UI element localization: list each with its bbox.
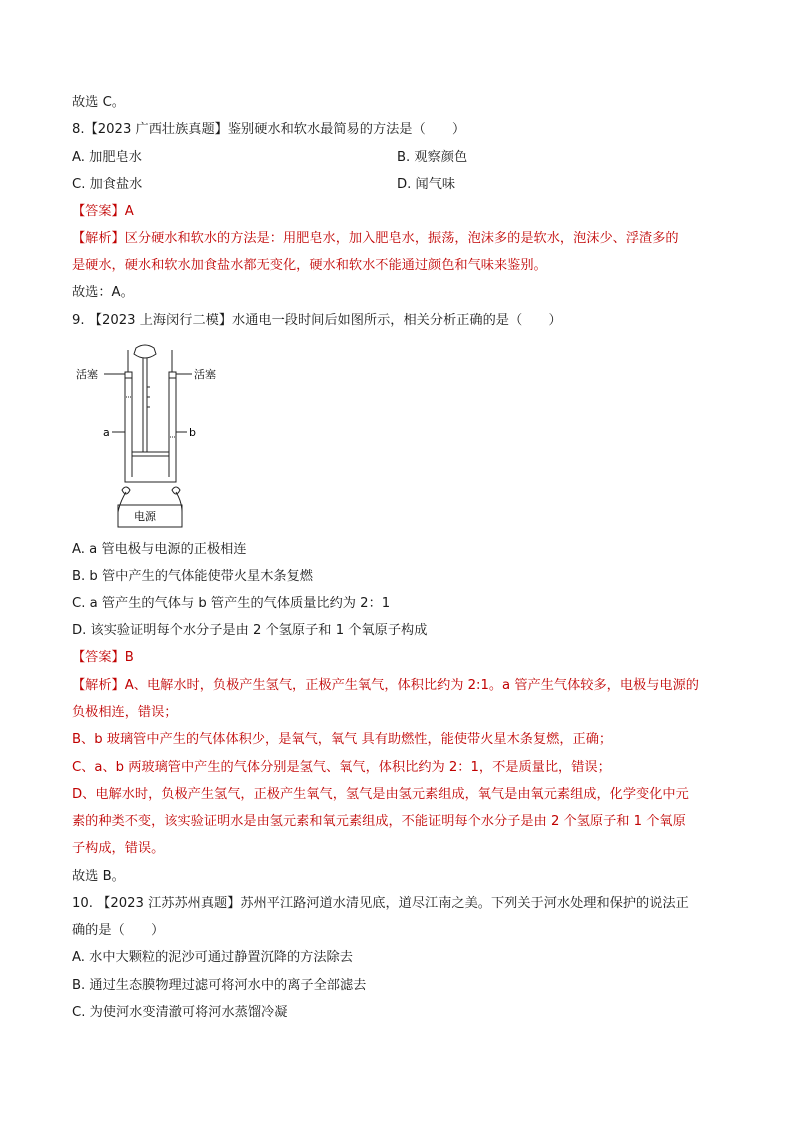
option-b: B. 观察颜色 bbox=[397, 150, 468, 165]
option-c: C. a 管产生的气体与 b 管产生的气体质量比约为 2：1 bbox=[72, 596, 391, 611]
tube-a-label: a bbox=[103, 426, 110, 439]
question-10-line-2: 确的是（ ） bbox=[72, 923, 165, 938]
explanation-9-line-7: 子构成，错误。 bbox=[72, 841, 165, 856]
explanation-9-line-6: 素的种类不变，该实验证明水是由氢元素和氧元素组成，不能证明每个水分子是由 2 个氢原子和 1 个氧原 bbox=[72, 814, 686, 829]
power-supply-label: 电源 bbox=[134, 510, 156, 523]
selection-9: 故选 B。 bbox=[72, 869, 125, 884]
tube-b-label: b bbox=[189, 426, 196, 439]
left-stopcock-label: 活塞 bbox=[76, 368, 98, 381]
answer-9: 【答案】B bbox=[72, 650, 134, 665]
explanation-9-line-4: C、a、b 两玻璃管中产生的气体分别是氢气、氧气，体积比约为 2：1，不是质量比，错误； bbox=[72, 760, 611, 775]
electrolysis-apparatus-figure bbox=[70, 342, 230, 532]
selection-8: 故选：A。 bbox=[72, 285, 134, 300]
question-8: 8.【2023 广西壮族真题】鉴别硬水和软水最简易的方法是（ ） bbox=[72, 122, 466, 137]
answer-8: 【答案】A bbox=[72, 204, 134, 219]
explanation-8-line-1: 【解析】区分硬水和软水的方法是：用肥皂水，加入肥皂水，振荡，泡沫多的是软水，泡沫少、浮渣多的 bbox=[72, 231, 679, 246]
explanation-9-line-1: 【解析】A、电解水时，负极产生氢气，正极产生氧气，体积比约为 2:1。a 管产生气体较多，电极与电源的 bbox=[72, 678, 699, 693]
question-10-line-1: 10. 【2023 江苏苏州真题】苏州平江路河道水清见底，道尽江南之美。下列关于河水处理和保护的说法正 bbox=[72, 896, 689, 911]
explanation-9-line-3: B、b 玻璃管中产生的气体体积少，是氧气，氧气 具有助燃性，能使带火星木条复燃，正确； bbox=[72, 732, 613, 747]
option-a: A. a 管电极与电源的正极相连 bbox=[72, 542, 247, 557]
option-a: A. 水中大颗粒的泥沙可通过静置沉降的方法除去 bbox=[72, 950, 353, 965]
right-stopcock-label: 活塞 bbox=[194, 368, 216, 381]
option-b: B. 通过生态膜物理过滤可将河水中的离子全部滤去 bbox=[72, 978, 367, 993]
explanation-9-line-5: D、电解水时，负极产生氢气，正极产生氧气，氢气是由氢元素组成，氧气是由氧元素组成，化学变化中元 bbox=[72, 787, 689, 802]
option-d: D. 该实验证明每个水分子是由 2 个氢原子和 1 个氧原子构成 bbox=[72, 623, 428, 638]
question-9: 9. 【2023 上海闵行二模】水通电一段时间后如图所示，相关分析正确的是（ ） bbox=[72, 313, 562, 328]
text-line: 故选 C。 bbox=[72, 95, 125, 110]
option-a: A. 加肥皂水 bbox=[72, 150, 142, 165]
explanation-9-line-2: 负极相连，错误； bbox=[72, 705, 178, 720]
option-c: C. 为使河水变清澈可将河水蒸馏冷凝 bbox=[72, 1005, 288, 1020]
explanation-8-line-2: 是硬水，硬水和软水加食盐水都无变化，硬水和软水不能通过颜色和气味来鉴别。 bbox=[72, 258, 547, 273]
option-b: B. b 管中产生的气体能使带火星木条复燃 bbox=[72, 569, 313, 584]
option-d: D. 闻气味 bbox=[397, 177, 456, 192]
option-c: C. 加食盐水 bbox=[72, 177, 143, 192]
